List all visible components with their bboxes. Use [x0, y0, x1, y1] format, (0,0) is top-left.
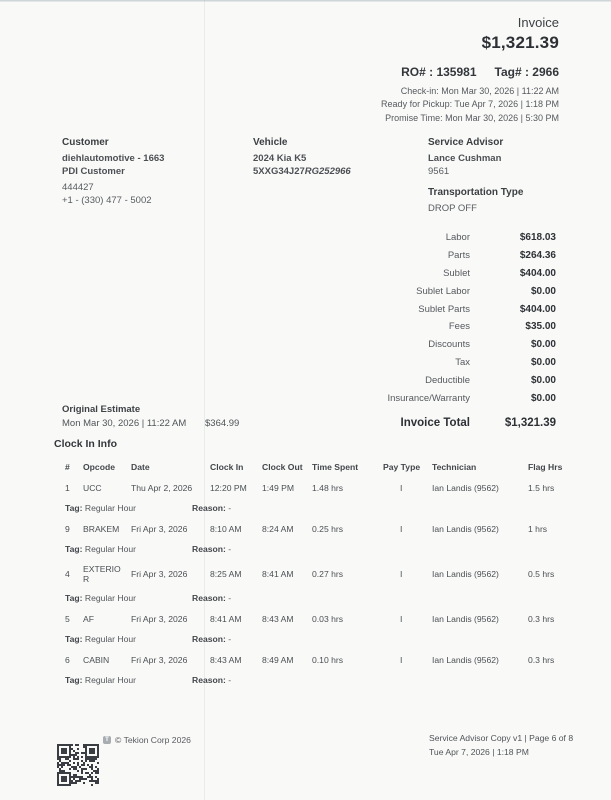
customer-phone: +1 - (330) 477 - 5002	[62, 195, 152, 206]
total-row	[306, 371, 556, 389]
tag-value: Regular Hour	[84, 593, 137, 603]
row-clock-in: 8:41 AM	[210, 614, 242, 624]
tag-value: Regular Hour	[84, 675, 137, 685]
total-row-label: Sublet Parts	[418, 303, 470, 315]
clock-in-row	[65, 654, 577, 666]
row-clock-in: 8:10 AM	[210, 524, 242, 534]
tag-value: Regular Hour	[84, 544, 137, 554]
total-row-label: Sublet	[443, 267, 470, 279]
service-advisor-name: Lance Cushman	[428, 153, 502, 164]
total-row-label: Insurance/Warranty	[387, 392, 470, 404]
col-date: Date	[131, 462, 150, 472]
service-advisor-block	[428, 137, 598, 215]
row-time-spent: 0.25 hrs	[312, 524, 344, 534]
total-row-label: Discounts	[428, 339, 470, 351]
footer-page-info	[429, 732, 573, 759]
tekion-logo-icon: T	[103, 736, 111, 744]
total-row-label: Sublet Labor	[416, 285, 470, 297]
total-row-label: Tax	[455, 356, 470, 368]
copy-version-page: Service Advisor Copy v1 | Page 6 of 8	[429, 733, 574, 743]
original-estimate-amount: $364.99	[205, 418, 240, 429]
total-row-value: $0.00	[530, 374, 556, 386]
total-row-value: $0.00	[530, 285, 556, 297]
original-estimate-date: Mon Mar 30, 2026 | 11:22 AM	[62, 418, 187, 429]
ro-tag-line	[239, 65, 559, 79]
printed-datetime: Tue Apr 7, 2026 | 1:18 PM	[429, 746, 529, 757]
row-date: Fri Apr 3, 2026	[131, 569, 188, 579]
row-num: 9	[65, 524, 70, 534]
total-row-label: Labor	[445, 232, 470, 244]
tag-number: Tag# : 2966	[494, 65, 559, 79]
row-num: 5	[65, 614, 70, 624]
total-row-label: Fees	[448, 321, 470, 333]
clock-in-row	[65, 523, 577, 535]
clock-in-row	[65, 564, 577, 584]
row-flag-hrs: 0.5 hrs	[528, 569, 555, 579]
row-pay-type: I	[400, 614, 403, 624]
tag-value: Regular Hour	[84, 634, 137, 644]
row-date: Fri Apr 3, 2026	[131, 614, 188, 624]
col-technician: Technician	[432, 462, 477, 472]
clock-in-tag-row	[65, 543, 577, 555]
total-row	[306, 389, 556, 407]
tag-label: Tag:	[65, 634, 83, 644]
col-time-spent: Time Spent	[312, 462, 359, 472]
total-row	[306, 247, 556, 265]
reason-label: Reason:	[192, 593, 226, 603]
vin-suffix: RG252966	[304, 166, 351, 177]
service-advisor-heading: Service Advisor	[428, 137, 504, 148]
reason-value: -	[228, 675, 232, 685]
reason-value: -	[228, 544, 232, 554]
row-date: Fri Apr 3, 2026	[131, 524, 188, 534]
row-technician: Ian Landis (9562)	[432, 569, 499, 579]
customer-heading: Customer	[62, 137, 109, 148]
row-clock-in: 8:43 AM	[210, 655, 242, 665]
col-num: #	[65, 462, 70, 472]
ready-for-pickup-line: Ready for Pickup: Tue Apr 7, 2026 | 1:18 PM	[381, 99, 559, 110]
col-pay-type: Pay Type	[383, 462, 421, 472]
vehicle-model: 2024 Kia K5	[253, 153, 307, 164]
reason-value: -	[228, 593, 232, 603]
row-clock-out: 8:41 AM	[262, 569, 294, 579]
reason-value: -	[228, 634, 232, 644]
row-clock-in: 8:25 AM	[210, 569, 242, 579]
row-time-spent: 0.27 hrs	[312, 569, 344, 579]
clock-in-tag-row	[65, 674, 577, 686]
ro-number: RO# : 135981	[401, 65, 477, 79]
vehicle-vin	[253, 165, 423, 178]
row-technician: Ian Landis (9562)	[432, 655, 499, 665]
tag-label: Tag:	[65, 675, 83, 685]
tag-value: Regular Hour	[84, 503, 137, 513]
row-pay-type: I	[400, 524, 403, 534]
row-pay-type: I	[400, 655, 403, 665]
row-opcode: EXTERIOR	[83, 564, 121, 584]
total-row	[306, 336, 556, 354]
tag-label: Tag:	[65, 503, 83, 513]
row-time-spent: 0.03 hrs	[312, 614, 344, 624]
row-date: Thu Apr 2, 2026	[131, 483, 193, 493]
customer-name: diehlautomotive - 1663	[62, 153, 165, 164]
clock-in-row	[65, 482, 577, 494]
invoice-total-label: Invoice Total	[400, 417, 470, 429]
total-row-value: $404.00	[519, 267, 556, 279]
row-opcode: BRAKEM	[83, 524, 120, 534]
clock-in-info-heading: Clock In Info	[54, 438, 117, 450]
check-in-line: Check-in: Mon Mar 30, 2026 | 11:22 AM	[400, 86, 559, 96]
tag-label: Tag:	[65, 593, 83, 603]
row-clock-out: 8:43 AM	[262, 614, 294, 624]
row-opcode: CABIN	[83, 655, 110, 665]
reason-group	[192, 592, 231, 604]
vehicle-block	[253, 137, 423, 178]
original-estimate-heading: Original Estimate	[62, 404, 141, 415]
scan-top-edge	[0, 0, 611, 2]
customer-type: PDI Customer	[62, 166, 125, 177]
customer-number: 444427	[62, 182, 94, 193]
transportation-heading: Transportation Type	[428, 187, 524, 198]
row-num: 1	[65, 483, 70, 493]
reason-group	[192, 633, 231, 645]
row-technician: Ian Landis (9562)	[432, 614, 499, 624]
transportation-value: DROP OFF	[428, 203, 477, 214]
row-flag-hrs: 1.5 hrs	[528, 483, 555, 493]
total-row	[306, 300, 556, 318]
clock-in-rows	[65, 482, 577, 686]
row-flag-hrs: 1 hrs	[528, 524, 548, 534]
clock-in-tag-row	[65, 592, 577, 604]
clock-in-row	[65, 613, 577, 625]
customer-block	[62, 137, 242, 207]
total-row	[306, 282, 556, 300]
tag-label: Tag:	[65, 544, 83, 554]
row-opcode: UCC	[83, 483, 102, 493]
vin-prefix: 5XXG34J27	[253, 166, 305, 177]
clock-in-table-header	[65, 462, 577, 472]
row-num: 4	[65, 569, 70, 579]
header-meta	[239, 85, 559, 125]
original-estimate-block	[62, 404, 322, 430]
total-row-value: $0.00	[530, 356, 556, 368]
copyright-line	[103, 735, 191, 745]
row-technician: Ian Landis (9562)	[432, 524, 499, 534]
total-row	[306, 354, 556, 372]
total-row-value: $0.00	[530, 392, 556, 404]
invoice-amount: $1,321.39	[481, 33, 559, 52]
copyright-text: © Tekion Corp 2026	[115, 735, 191, 745]
row-pay-type: I	[400, 483, 403, 493]
reason-label: Reason:	[192, 675, 226, 685]
invoice-total-value: $1,321.39	[504, 417, 556, 429]
reason-group	[192, 502, 231, 514]
row-technician: Ian Landis (9562)	[432, 483, 499, 493]
reason-label: Reason:	[192, 544, 226, 554]
col-opcode: Opcode	[83, 462, 115, 472]
clock-in-table	[65, 462, 577, 695]
row-pay-type: I	[400, 569, 403, 579]
total-row-value: $264.36	[519, 250, 556, 262]
row-opcode: AF	[83, 614, 94, 624]
total-row-value: $0.00	[530, 339, 556, 351]
row-time-spent: 1.48 hrs	[312, 483, 344, 493]
invoice-header	[239, 15, 559, 125]
invoice-total-row	[306, 409, 556, 434]
promise-time-line: Promise Time: Mon Mar 30, 2026 | 5:30 PM	[385, 112, 559, 123]
row-clock-out: 1:49 PM	[262, 483, 295, 493]
vehicle-heading: Vehicle	[253, 137, 288, 148]
reason-group	[192, 674, 231, 686]
row-clock-out: 8:24 AM	[262, 524, 294, 534]
total-row	[306, 229, 556, 247]
service-advisor-id: 9561	[428, 166, 450, 177]
row-flag-hrs: 0.3 hrs	[528, 614, 555, 624]
total-row	[306, 265, 556, 283]
row-time-spent: 0.10 hrs	[312, 655, 344, 665]
total-row-label: Deductible	[425, 374, 470, 386]
reason-label: Reason:	[192, 634, 226, 644]
qr-code	[57, 744, 99, 786]
invoice-title: Invoice	[517, 15, 559, 30]
col-clock-in: Clock In	[210, 462, 244, 472]
row-flag-hrs: 0.3 hrs	[528, 655, 555, 665]
col-clock-out: Clock Out	[262, 462, 303, 472]
clock-in-tag-row	[65, 502, 577, 514]
clock-in-tag-row	[65, 633, 577, 645]
total-row-label: Parts	[447, 250, 470, 262]
reason-group	[192, 543, 231, 555]
row-clock-in: 12:20 PM	[210, 483, 247, 493]
total-row-value: $404.00	[519, 303, 556, 315]
col-flag-hrs: Flag Hrs	[528, 462, 563, 472]
reason-value: -	[228, 503, 232, 513]
reason-label: Reason:	[192, 503, 226, 513]
row-clock-out: 8:49 AM	[262, 655, 294, 665]
total-row	[306, 318, 556, 336]
row-num: 6	[65, 655, 70, 665]
total-row-value: $618.03	[519, 232, 556, 244]
original-estimate-line	[62, 417, 322, 430]
totals-summary	[306, 229, 556, 407]
total-row-value: $35.00	[525, 321, 556, 333]
row-date: Fri Apr 3, 2026	[131, 655, 188, 665]
